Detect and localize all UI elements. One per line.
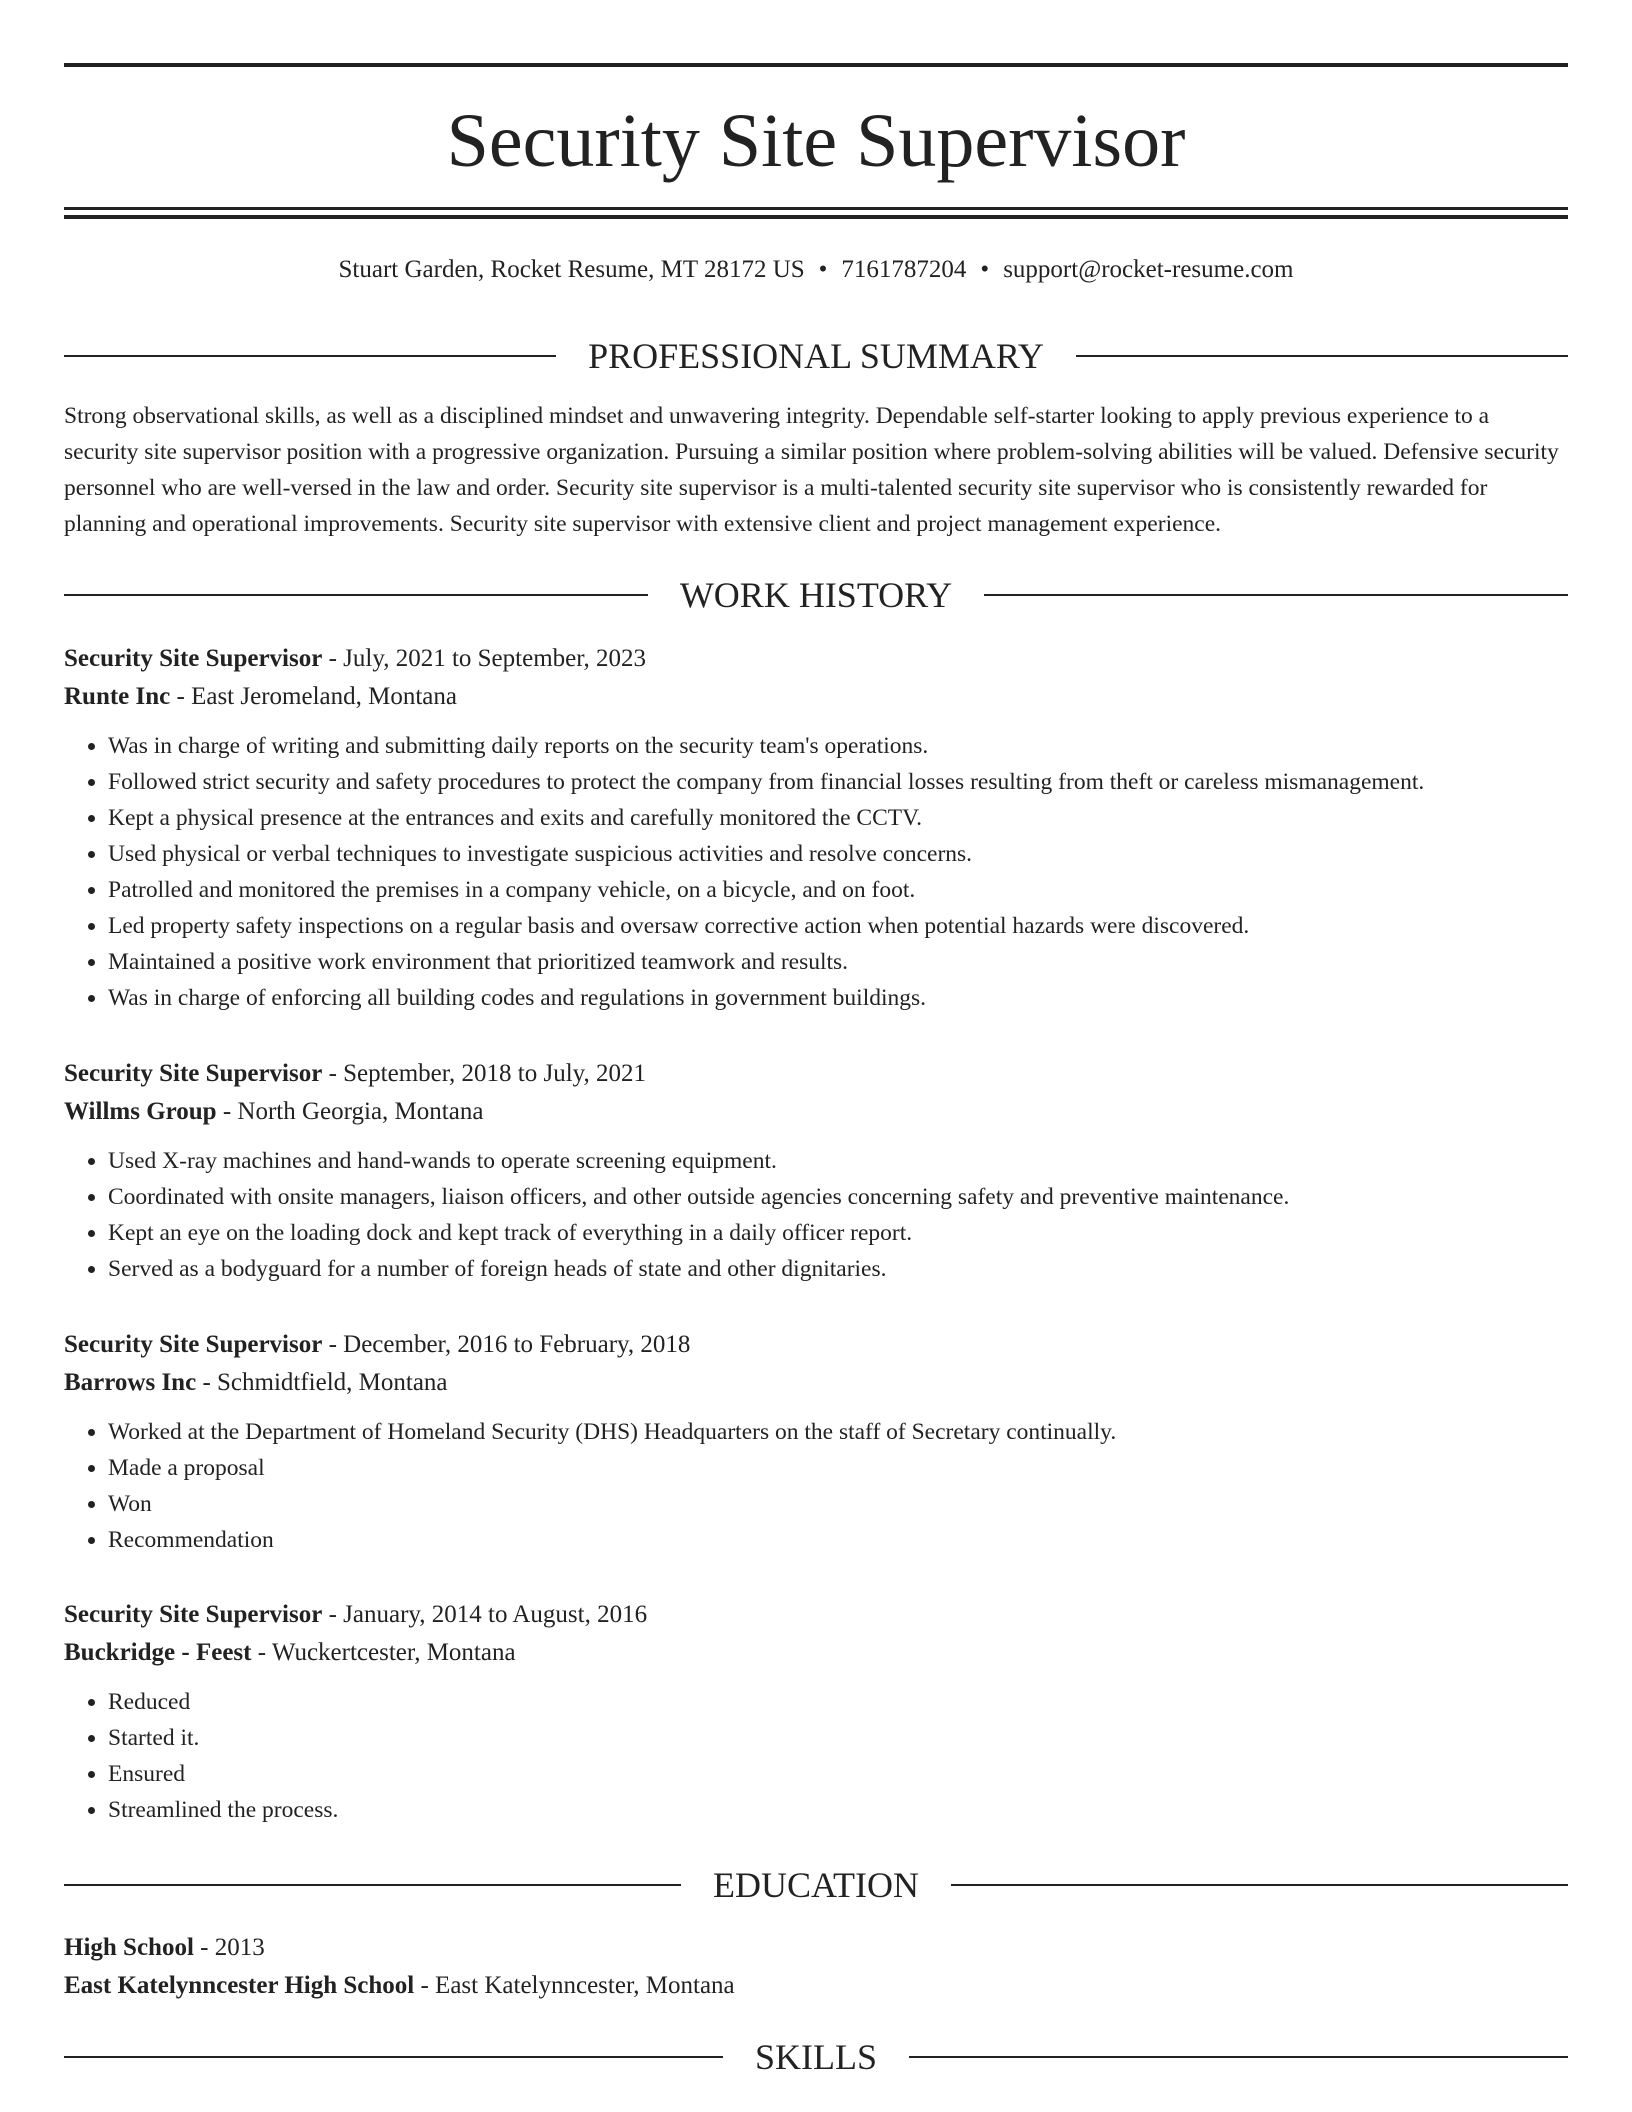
contact-separator: • <box>980 256 990 283</box>
job-entry <box>64 1596 1568 1828</box>
job-company-line <box>64 1093 1568 1131</box>
job-company-line <box>64 1634 1568 1672</box>
education-degree: High School <box>64 1934 194 1961</box>
divider <box>64 1884 681 1886</box>
list-item: • Used physical or verbal techniques to investigate suspicious activities and resolve concerns. <box>108 836 1568 872</box>
job-company-line <box>64 678 1568 716</box>
divider <box>64 2056 723 2058</box>
job-company: Runte Inc <box>64 683 171 710</box>
job-bullets <box>64 1414 1568 1558</box>
job-role: Security Site Supervisor <box>64 1601 323 1628</box>
contact-address: Stuart Garden, Rocket Resume, MT 28172 US <box>338 256 805 283</box>
title-double-rule <box>64 207 1568 219</box>
list-item: • Streamlined the process. <box>108 1792 1568 1828</box>
education-location: - East Katelynncester, Montana <box>414 1972 735 1999</box>
top-rule <box>64 63 1568 67</box>
job-entry <box>64 1326 1568 1558</box>
education-degree-line <box>64 1929 1568 1967</box>
list-item: • Kept a physical presence at the entrances and exits and carefully monitored the CCTV. <box>108 800 1568 836</box>
education-year: - 2013 <box>193 1934 265 1961</box>
divider <box>951 1884 1568 1886</box>
job-entry <box>64 1055 1568 1287</box>
job-role: Security Site Supervisor <box>64 1060 323 1087</box>
list-item: • Used X-ray machines and hand-wands to operate screening equipment. <box>108 1143 1568 1179</box>
job-location: - East Jeromeland, Montana <box>170 683 457 710</box>
section-heading-work <box>64 573 1568 617</box>
list-item: • Led property safety inspections on a regular basis and oversaw corrective action when potential hazards were discovered. <box>108 908 1568 944</box>
list-item: • Followed strict security and safety procedures to protect the company from financial losses resulting from theft or careless mismanagement. <box>108 764 1568 800</box>
divider <box>909 2056 1568 2058</box>
list-item: • Patrolled and monitored the premises in a company vehicle, on a bicycle, and on foot. <box>108 872 1568 908</box>
page-title: Security Site Supervisor <box>446 99 1186 183</box>
divider <box>64 594 648 596</box>
list-item: • Kept an eye on the loading dock and kept track of everything in a daily officer report. <box>108 1215 1568 1251</box>
job-dates: - January, 2014 to August, 2016 <box>322 1601 648 1628</box>
job-title-line <box>64 1326 1568 1364</box>
job-role: Security Site Supervisor <box>64 645 323 672</box>
list-item: • Made a proposal <box>108 1450 1568 1486</box>
section-title: PROFESSIONAL SUMMARY <box>588 336 1044 376</box>
job-dates: - July, 2021 to September, 2023 <box>322 645 647 672</box>
divider <box>984 594 1568 596</box>
list-item: • Was in charge of enforcing all building codes and regulations in government buildings. <box>108 980 1568 1016</box>
section-title: EDUCATION <box>713 1865 919 1905</box>
job-company: Barrows Inc <box>64 1369 197 1396</box>
list-item: • Served as a bodyguard for a number of foreign heads of state and other dignitaries. <box>108 1251 1568 1287</box>
section-heading-skills <box>64 2035 1568 2079</box>
job-location: - Wuckertcester, Montana <box>251 1639 516 1666</box>
job-bullets <box>64 728 1568 1016</box>
contact-separator: • <box>818 256 828 283</box>
job-location: - Schmidtfield, Montana <box>196 1369 448 1396</box>
section-heading-summary <box>64 334 1568 378</box>
list-item: • Coordinated with onsite managers, liaison officers, and other outside agencies concerning safety and preventive maintenance. <box>108 1179 1568 1215</box>
section-title: WORK HISTORY <box>679 575 953 615</box>
list-item: • Recommendation <box>108 1522 1568 1558</box>
contact-email: support@rocket-resume.com <box>1003 256 1294 283</box>
list-item: • Was in charge of writing and submitting daily reports on the security team's operations. <box>108 728 1568 764</box>
list-item: • Maintained a positive work environment that prioritized teamwork and results. <box>108 944 1568 980</box>
job-dates: - December, 2016 to February, 2018 <box>322 1331 691 1358</box>
list-item: • Ensured <box>108 1756 1568 1792</box>
divider <box>64 355 556 357</box>
contact-phone: 7161787204 <box>841 256 967 283</box>
job-dates: - September, 2018 to July, 2021 <box>322 1060 647 1087</box>
list-item: • Worked at the Department of Homeland Security (DHS) Headquarters on the staff of Secretary continually. <box>108 1414 1568 1450</box>
job-company: Buckridge - Feest <box>64 1639 252 1666</box>
education-entry <box>64 1929 1568 2005</box>
job-role: Security Site Supervisor <box>64 1331 323 1358</box>
job-entry <box>64 640 1568 1016</box>
divider <box>1076 355 1568 357</box>
job-company-line <box>64 1364 1568 1402</box>
job-location: - North Georgia, Montana <box>216 1098 484 1125</box>
list-item: • Reduced <box>108 1684 1568 1720</box>
job-title-line <box>64 640 1568 678</box>
job-bullets <box>64 1684 1568 1828</box>
list-item: • Started it. <box>108 1720 1568 1756</box>
summary-text: Strong observational skills, as well as a disciplined mindset and unwavering integrity. Dependable self-starter looking to apply previous experience to a security site supervisor position with a progressive organization. Pursuing a similar position where problem-solving abilities will be valued. Defensive security personnel who are well-versed in the law and order. Security site supervisor is a multi-talented security site supervisor who is consistently rewarded for planning and operational improvements. Security site supervisor with extensive client and project management experience. <box>64 403 1559 537</box>
job-title-line <box>64 1055 1568 1093</box>
job-title-line <box>64 1596 1568 1634</box>
contact-line <box>64 252 1568 288</box>
education-school-line <box>64 1967 1568 2005</box>
section-heading-education <box>64 1863 1568 1907</box>
job-bullets <box>64 1143 1568 1287</box>
section-title: SKILLS <box>755 2037 878 2077</box>
education-school: East Katelynncester High School <box>64 1972 415 1999</box>
job-company: Willms Group <box>64 1098 217 1125</box>
list-item: • Won <box>108 1486 1568 1522</box>
